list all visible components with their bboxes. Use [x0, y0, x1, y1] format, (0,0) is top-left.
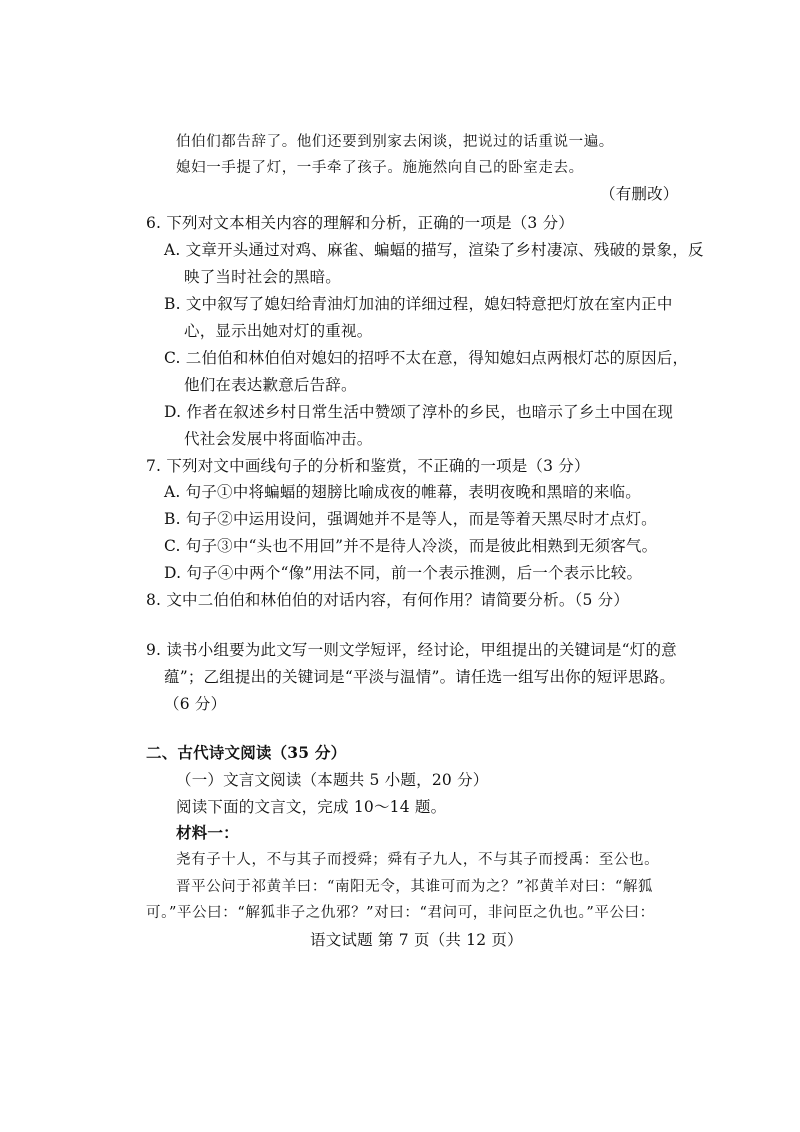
page-footer: 语文试题 第 7 页（共 12 页）	[310, 931, 523, 949]
question-7-option-a: A. 句子①中将蝙蝠的翅膀比喻成夜的帷幕，表明夜晚和黑暗的来临。	[164, 483, 641, 501]
question-9-line-3: （6 分）	[164, 695, 227, 713]
question-7-stem: 7. 下列对文中画线句子的分析和鉴赏，不正确的一项是（3 分）	[146, 457, 590, 475]
section-2-instruction: 阅读下面的文言文，完成 10～14 题。	[176, 798, 447, 816]
question-6-option-c-line-1: C. 二伯伯和林伯伯对媳妇的招呼不太在意，得知媳妇点两根灯芯的原因后，	[164, 349, 689, 367]
question-9-line-1: 9. 读书小组要为此文写一则文学短评，经讨论，甲组提出的关键词是“灯的意	[146, 641, 677, 659]
question-7-option-d: D. 句子④中两个“像”用法不同，前一个表示推测，后一个表示比较。	[164, 564, 643, 582]
material-1-label: 材料一：	[176, 823, 239, 842]
question-6-option-d-line-2: 代社会发展中将面临冲击。	[184, 430, 373, 448]
section-2-heading: 二、古代诗文阅读（35 分）	[146, 743, 347, 762]
classical-text-line-3: 可。”平公曰：“解狐非子之仇邪？”对曰：“君问可，非问臣之仇也。”平公曰：	[146, 905, 655, 921]
question-8-stem: 8. 文中二伯伯和林伯伯的对话内容，有何作用？请简要分析。（5 分）	[146, 591, 630, 609]
question-9-line-2: 蕴”；乙组提出的关键词是“平淡与温情”。请任选一组写出你的短评思路。	[164, 668, 676, 686]
classical-text-line-1: 尧有子十人，不与其子而授舜；舜有子九人，不与其子而授禹：至公也。	[176, 852, 660, 868]
question-6-option-a-line-2: 映了当时社会的黑暗。	[184, 268, 342, 286]
question-6-option-d-line-1: D. 作者在叙述乡村日常生活中赞颂了淳朴的乡民，也暗示了乡土中国在现	[164, 403, 674, 421]
question-6-option-a-line-1: A. 文章开头通过对鸡、麻雀、蝙蝠的描写，渲染了乡村凄凉、残破的景象，反	[164, 241, 704, 259]
classical-text-line-2: 晋平公问于祁黄羊曰：“南阳无令，其谁可而为之？”祁黄羊对曰：“解狐	[176, 879, 654, 895]
story-line-1: 伯伯们都告辞了。他们还要到别家去闲谈，把说过的话重说一遍。	[176, 134, 614, 150]
section-2-subheading: （一）文言文阅读（本题共 5 小题，20 分）	[176, 771, 489, 789]
question-6-stem: 6. 下列对文本相关内容的理解和分析，正确的一项是（3 分）	[146, 214, 575, 232]
question-7-option-b: B. 句子②中运用设问，强调她并不是等人，而是等着天黑尽时才点灯。	[164, 510, 657, 528]
question-6-option-c-line-2: 他们在表达歉意后告辞。	[184, 376, 357, 394]
question-6-option-b-line-1: B. 文中叙写了媳妇给青油灯加油的详细过程，媳妇特意把灯放在室内正中	[164, 295, 673, 313]
story-note: （有删改）	[600, 185, 679, 203]
question-6-option-b-line-2: 心，显示出她对灯的重视。	[184, 322, 373, 340]
question-7-option-c: C. 句子③中“头也不用回”并不是待人冷淡，而是彼此相熟到无须客气。	[164, 537, 658, 555]
story-line-2: 媳妇一手提了灯，一手牵了孩子。施施然向自己的卧室走去。	[176, 160, 584, 176]
